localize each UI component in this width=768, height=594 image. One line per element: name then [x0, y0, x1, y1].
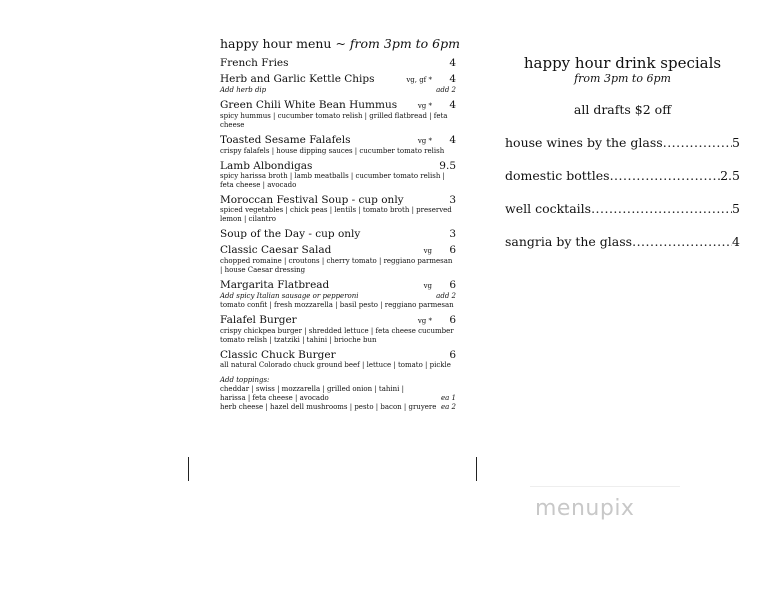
toppings-label: Add toppings: [220, 376, 270, 384]
menu-item [220, 279, 456, 310]
dietary-tag: vg * [417, 137, 432, 145]
menu-item [220, 228, 456, 240]
drink-row [505, 135, 740, 150]
menu-item-name: Soup of the Day - cup only [220, 228, 361, 240]
happy-hour-food-menu [220, 36, 460, 412]
topping-line [220, 394, 456, 403]
menu-item-name: Moroccan Festival Soup - cup only [220, 194, 404, 206]
menu-item-row [220, 73, 456, 86]
menu-item [220, 134, 456, 156]
menu-item-price: 6 [449, 314, 456, 326]
menu-item-price: 6 [449, 349, 456, 361]
fold-mark-left [188, 457, 189, 481]
dietary-tag: vg [423, 282, 432, 290]
menu-item-price: 9.5 [439, 160, 456, 172]
menu-item-name: Toasted Sesame Falafels [220, 134, 351, 146]
menu-item-description: spicy harissa broth | lamb meatballs | cucumber tomato relish | feta cheese | avocado [220, 172, 445, 189]
watermark-rule [530, 486, 680, 487]
menu-item-price: 6 [449, 279, 456, 291]
drink-row [505, 168, 740, 183]
fold-mark-right [476, 457, 477, 481]
drink-row [505, 201, 740, 216]
topping-text: harissa | feta cheese | avocado [220, 394, 329, 402]
menu-item-description: all natural Colorado chuck ground beef | lettuce | tomato | pickle [220, 361, 451, 369]
food-menu-title [220, 36, 460, 51]
drink-name: house wines by the glass [505, 135, 663, 150]
menu-item-price: 4 [449, 134, 456, 146]
menu-item-price: 4 [449, 73, 456, 85]
menu-item-row [220, 194, 456, 206]
dot-leader [610, 168, 721, 183]
menu-item-price: 6 [449, 244, 456, 256]
drafts-special: all drafts $2 off [573, 102, 672, 117]
drinks-list [505, 135, 740, 249]
addon-text: Add herb dip [220, 86, 267, 94]
topping-price: ea 2 [441, 403, 456, 411]
drink-row [505, 234, 740, 249]
menu-item-price: 4 [449, 57, 456, 69]
drink-specials-title: happy hour drink specials [523, 54, 722, 72]
food-menu-title-text: happy hour menu [220, 36, 332, 51]
dietary-tag: vg * [417, 317, 432, 325]
menu-item-row [220, 349, 456, 361]
menu-item-row [220, 99, 456, 112]
menu-item-description: tomato confit | fresh mozzarella | basil pesto | reggiano parmesan [220, 301, 454, 309]
dot-leader [663, 135, 732, 150]
menu-item-row [220, 244, 456, 257]
menu-item-row [220, 279, 456, 292]
drink-price: 5 [732, 135, 740, 150]
dot-leader [591, 201, 732, 216]
menu-item [220, 314, 456, 345]
menu-item-description: spicy hummus | cucumber tomato relish | grilled flatbread | feta cheese [220, 112, 448, 129]
menu-item-name: Classic Chuck Burger [220, 349, 336, 361]
drink-name: domestic bottles [505, 168, 610, 183]
menu-item [220, 194, 456, 224]
addon-price: add 2 [436, 292, 456, 300]
menu-item [220, 99, 456, 130]
menu-item-name: French Fries [220, 57, 289, 69]
menu-item [220, 349, 456, 370]
menu-item-addon [220, 86, 456, 95]
menu-item [220, 160, 456, 190]
topping-line [220, 403, 456, 412]
food-items-list [220, 57, 456, 370]
dot-leader [632, 234, 732, 249]
menu-item-price: 3 [449, 228, 456, 240]
menu-item-name: Lamb Albondigas [220, 160, 313, 172]
menu-item-price: 3 [449, 194, 456, 206]
drink-name: well cocktails [505, 201, 592, 216]
menu-item-addon [220, 292, 456, 301]
menu-item-name: Herb and Garlic Kettle Chips [220, 73, 375, 85]
drink-price: 2.5 [720, 168, 740, 183]
drink-price: 4 [732, 234, 740, 249]
topping-price: ea 1 [441, 394, 456, 402]
dietary-tag: vg, gf * [406, 76, 432, 84]
menu-item-price: 4 [449, 99, 456, 111]
toppings-lines [220, 385, 456, 412]
menu-item-row [220, 134, 456, 147]
addon-price: add 2 [436, 86, 456, 94]
drink-specials-hours: from 3pm to 6pm [574, 72, 671, 85]
menupix-watermark: menupix [535, 496, 635, 521]
menu-item-description: crispy falafels | house dipping sauces | cucumber tomato relish [220, 147, 445, 155]
menu-item-name: Margarita Flatbread [220, 279, 330, 291]
menu-item-name: Falafel Burger [220, 314, 297, 326]
menu-item-row [220, 228, 456, 240]
menu-item-description: spiced vegetables | chick peas | lentils | tomato broth | preserved lemon | cilantro [220, 206, 452, 223]
menu-item-row [220, 314, 456, 327]
topping-line [220, 385, 456, 394]
food-menu-hours: from 3pm to 6pm [349, 36, 460, 51]
happy-hour-drink-specials [505, 55, 740, 267]
menu-item [220, 73, 456, 95]
title-separator: ~ [335, 36, 346, 51]
toppings-section [220, 376, 456, 412]
addon-text: Add spicy Italian sausage or pepperoni [220, 292, 359, 300]
menu-item-name: Classic Caesar Salad [220, 244, 332, 256]
topping-text: herb cheese | hazel dell mushrooms | pesto | bacon | gruyere [220, 403, 437, 411]
menu-item-description: chopped romaine | croutons | cherry tomato | reggiano parmesan | house Caesar dressing [220, 257, 453, 274]
menu-item-description: crispy chickpea burger | shredded lettuce | feta cheese cucumber tomato relish | tzatziki | tahini | brioche bun [220, 327, 454, 344]
drink-name: sangria by the glass [505, 234, 633, 249]
topping-text: cheddar | swiss | mozzarella | grilled onion | tahini | [220, 385, 404, 393]
dietary-tag: vg [423, 247, 432, 255]
menu-item [220, 57, 456, 69]
drink-price: 5 [732, 201, 740, 216]
menu-item-row [220, 160, 456, 172]
menu-item [220, 244, 456, 275]
menu-item-row [220, 57, 456, 69]
menu-item-name: Green Chili White Bean Hummus [220, 99, 398, 111]
dietary-tag: vg * [417, 102, 432, 110]
